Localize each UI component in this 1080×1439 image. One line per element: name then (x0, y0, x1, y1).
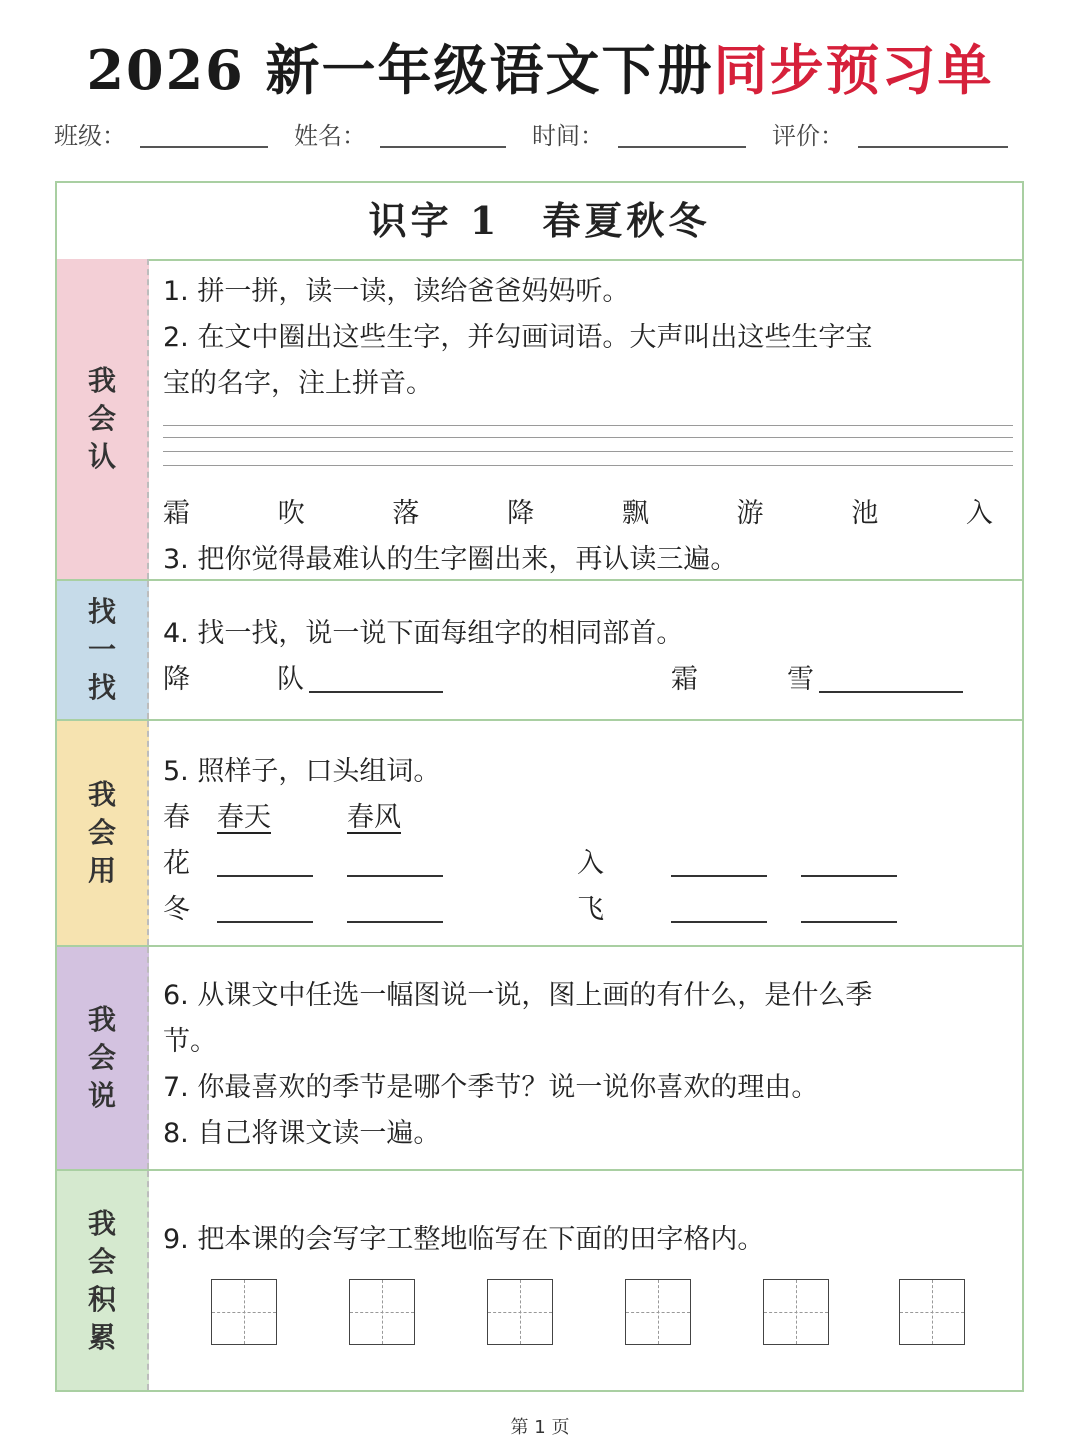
tianzige-box[interactable] (899, 1279, 965, 1345)
character: 落 (392, 498, 420, 529)
group1-char-2: 队 (277, 664, 304, 695)
class-input[interactable] (140, 146, 268, 148)
section-label-use (57, 721, 149, 945)
word-answer[interactable] (217, 875, 313, 877)
radical-answer-1[interactable] (309, 691, 443, 693)
character: 霜 (163, 498, 190, 529)
page-number: 第 1 页 (510, 1417, 570, 1438)
character: 池 (851, 498, 879, 529)
label-char: 我 (87, 1003, 116, 1036)
name-label: 姓名： (294, 122, 366, 150)
section-accumulate (57, 1171, 1022, 1390)
group2-char-2: 雪 (787, 664, 814, 695)
example-word-2: 春风 (347, 802, 401, 833)
word-answer[interactable] (347, 875, 443, 877)
group1-char-1: 降 (163, 664, 190, 695)
name-input[interactable] (380, 146, 506, 148)
pinyin-line (163, 425, 1013, 426)
section-speak (57, 947, 1022, 1171)
tianzige-box[interactable] (349, 1279, 415, 1345)
word-answer[interactable] (801, 921, 897, 923)
word-char: 花 (163, 848, 190, 879)
time-input[interactable] (618, 146, 746, 148)
example-word-1: 春天 (217, 802, 271, 833)
label-char: 我 (87, 1206, 116, 1240)
word-char: 入 (577, 848, 604, 879)
question-1: 1. 拼一拼，读一读，读给爸爸妈妈听。 (163, 276, 630, 307)
example-char: 春 (163, 802, 190, 833)
question-3: 3. 把你觉得最难认的生字圈出来，再认读三遍。 (163, 544, 738, 575)
question-5: 5. 照样子，口头组词。 (163, 756, 441, 787)
section-use (57, 721, 1022, 947)
question-2-line2: 宝的名字，注上拼音。 (163, 368, 433, 399)
tianzige-box[interactable] (487, 1279, 553, 1345)
evaluation-label: 评价： (772, 122, 844, 150)
label-char: 我 (87, 778, 116, 811)
page-title (0, 28, 1080, 105)
character: 入 (965, 498, 993, 529)
section-label-find (57, 581, 149, 719)
pinyin-line (163, 465, 1013, 466)
label-char: 会 (87, 1041, 116, 1074)
tianzige-box[interactable] (763, 1279, 829, 1345)
title-highlight: 同步预习单 (713, 38, 994, 102)
label-char: 会 (87, 816, 116, 849)
tianzige-box[interactable] (625, 1279, 691, 1345)
character-list (163, 491, 993, 530)
radical-answer-2[interactable] (819, 691, 963, 693)
word-answer[interactable] (671, 875, 767, 877)
question-7: 7. 你最喜欢的季节是哪个季节？说一说你喜欢的理由。 (163, 1072, 819, 1103)
tianzige-box[interactable] (211, 1279, 277, 1345)
label-char: 我 (87, 364, 116, 397)
section-find (57, 581, 1022, 721)
label-char: 认 (87, 440, 116, 473)
student-info-row (54, 116, 1014, 156)
label-char: 会 (87, 1244, 116, 1278)
time-label: 时间： (532, 122, 604, 150)
question-4: 4. 找一找，说一说下面每组字的相同部首。 (163, 618, 684, 649)
section-label-accumulate (57, 1171, 149, 1390)
question-8: 8. 自己将课文读一遍。 (163, 1118, 441, 1149)
word-answer[interactable] (347, 921, 443, 923)
word-char: 飞 (577, 894, 604, 925)
word-answer[interactable] (801, 875, 897, 877)
question-6-line2: 节。 (163, 1026, 217, 1057)
title-main: 2026 新一年级语文下册 (86, 38, 714, 102)
pinyin-line (163, 437, 1013, 438)
label-char: 用 (87, 854, 116, 887)
character: 吹 (277, 498, 305, 529)
question-6-line1: 6. 从课文中任选一幅图说一说，图上画的有什么，是什么季 (163, 980, 873, 1011)
label-char: 一 (87, 633, 116, 666)
evaluation-input[interactable] (858, 146, 1008, 148)
label-char: 说 (87, 1079, 116, 1112)
character: 降 (507, 498, 535, 529)
group2-char-1: 霜 (671, 664, 698, 695)
word-char: 冬 (163, 894, 190, 925)
section-recognize (57, 259, 1022, 581)
question-9: 9. 把本课的会写字工整地临写在下面的田字格内。 (163, 1224, 765, 1255)
label-char: 积 (87, 1282, 116, 1316)
character: 游 (736, 498, 764, 529)
label-char: 找 (87, 595, 116, 628)
word-answer[interactable] (217, 921, 313, 923)
label-char: 会 (87, 402, 116, 435)
pinyin-line (163, 451, 1013, 452)
section-label-speak (57, 947, 149, 1169)
word-answer[interactable] (671, 921, 767, 923)
lesson-title: 识字 1 春夏秋冬 (57, 183, 1022, 261)
character: 飘 (621, 498, 649, 529)
section-label-recognize (57, 259, 149, 579)
label-char: 找 (87, 671, 116, 704)
label-char: 累 (87, 1320, 116, 1354)
worksheet (55, 181, 1024, 1392)
question-2-line1: 2. 在文中圈出这些生字，并勾画词语。大声叫出这些生字宝 (163, 322, 873, 353)
class-label: 班级： (54, 122, 126, 150)
